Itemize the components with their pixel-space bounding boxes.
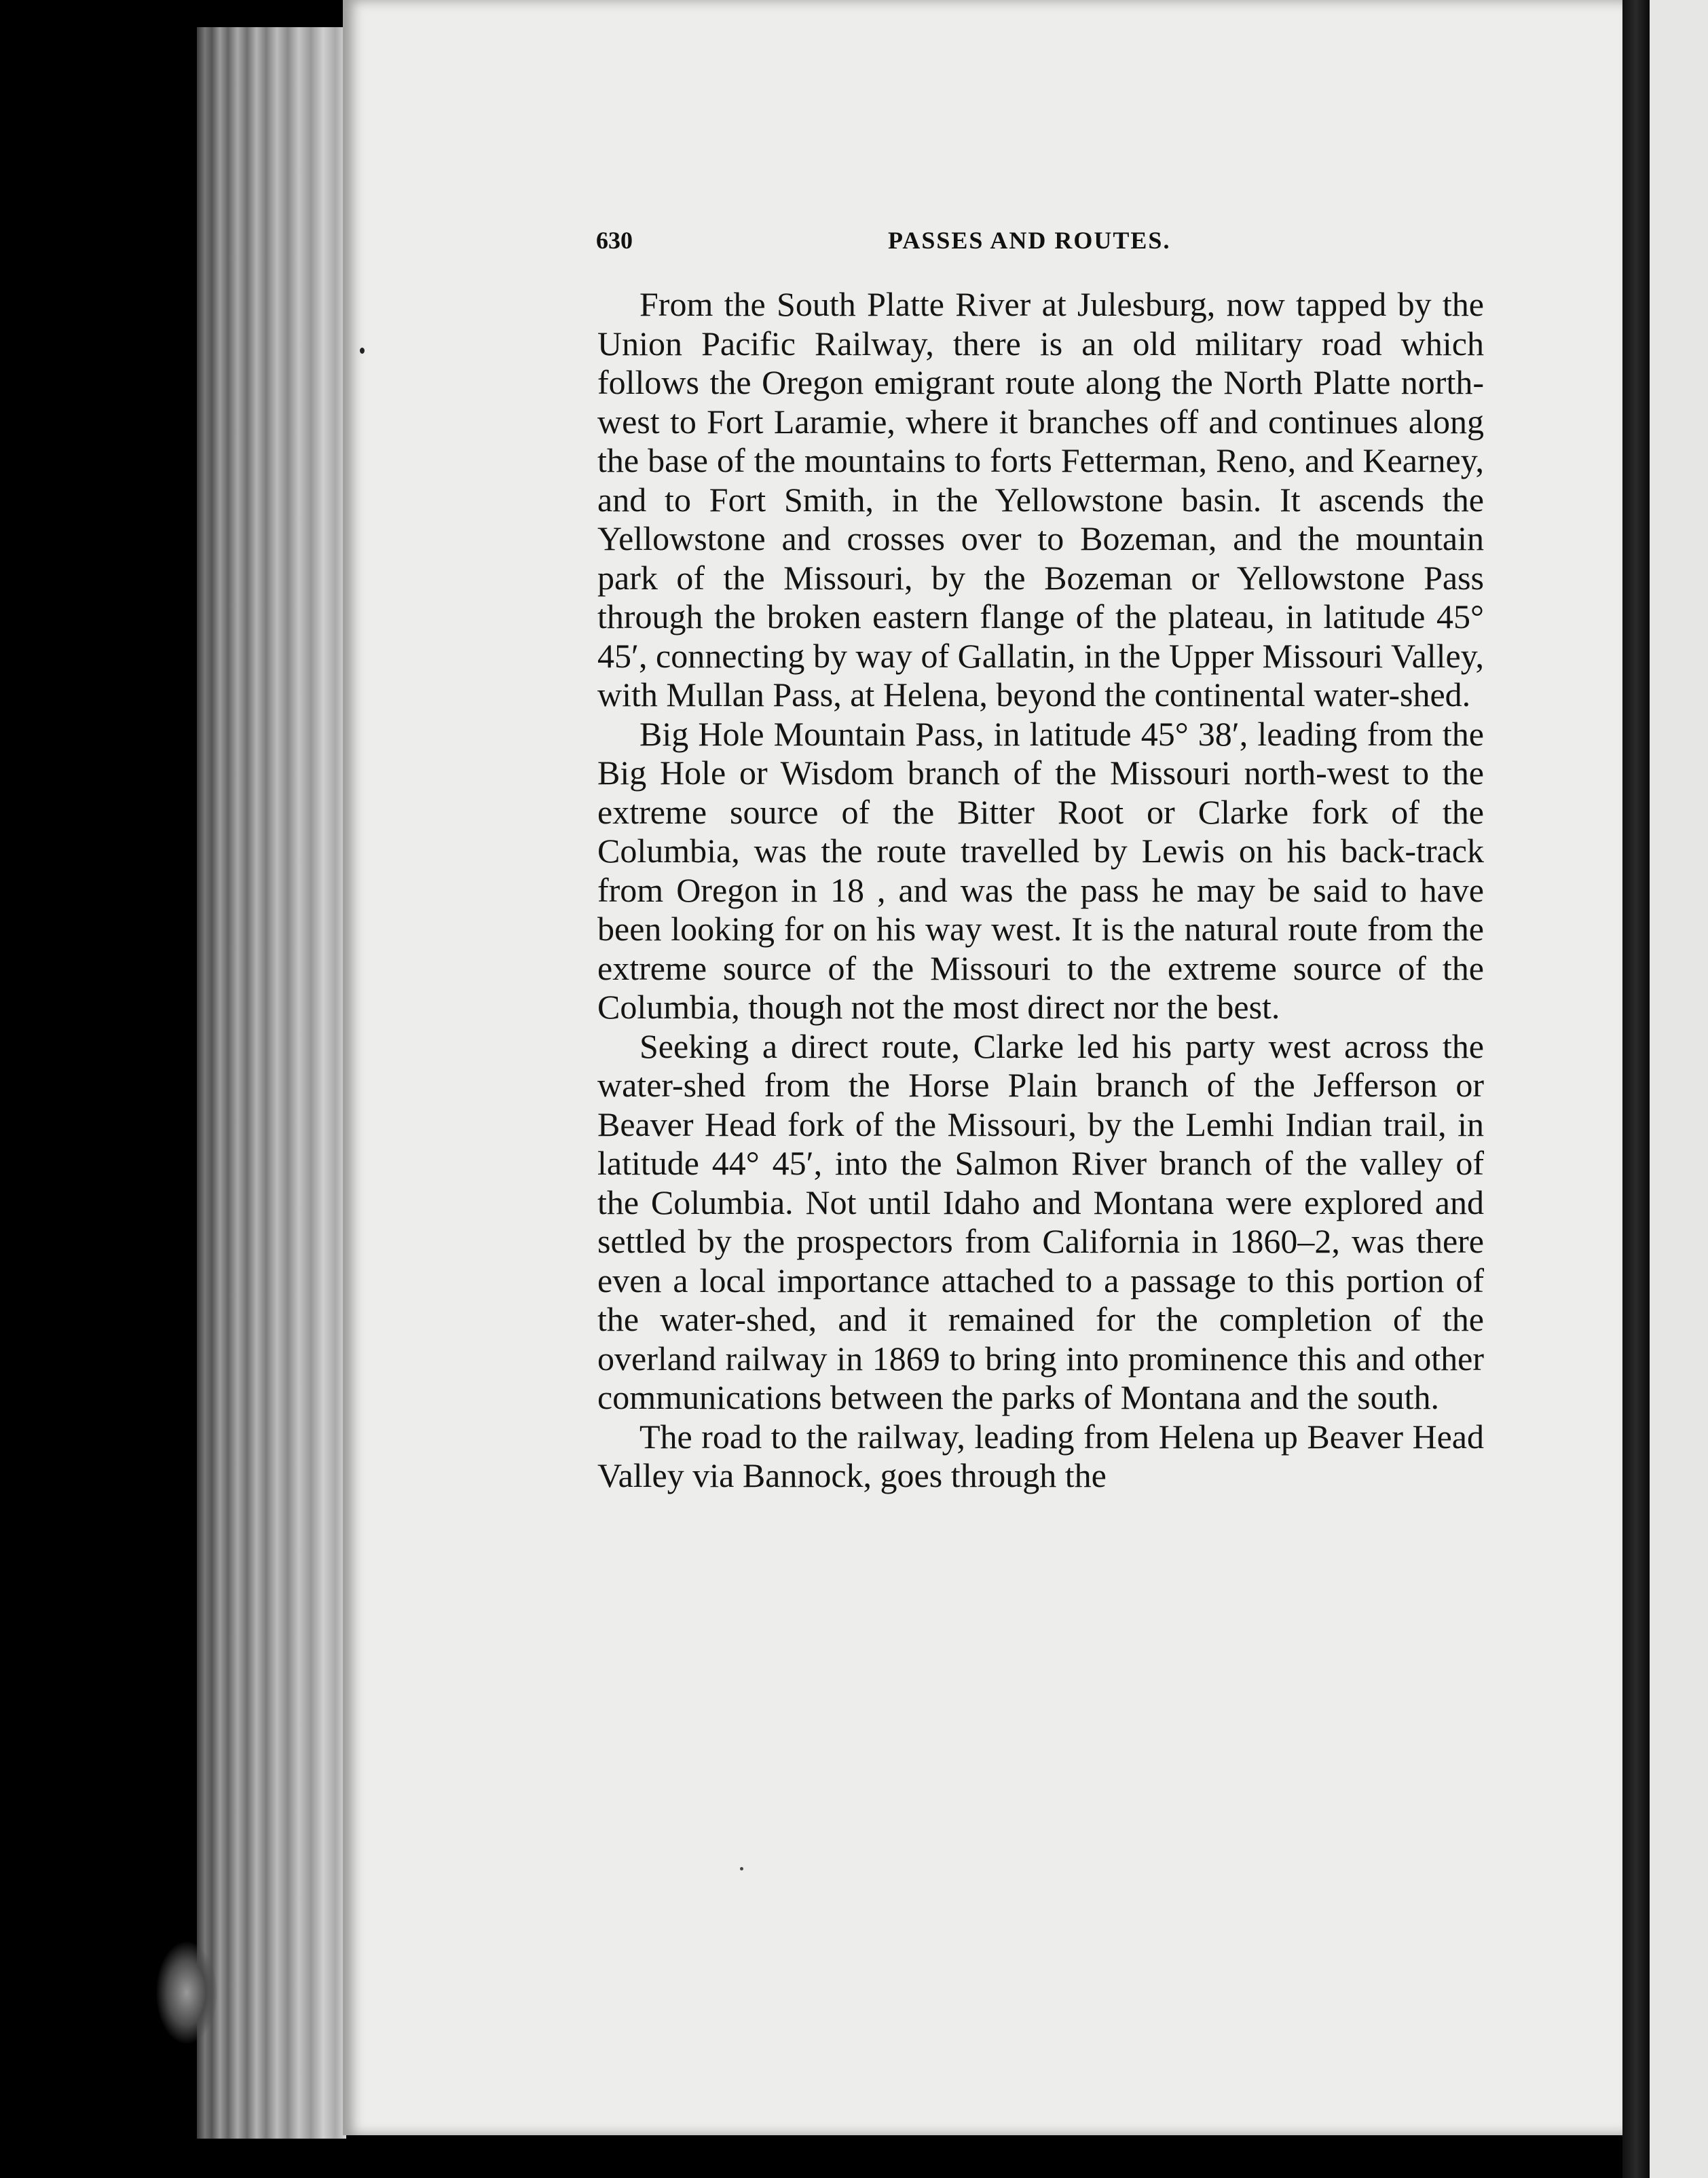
running-title: PASSES AND ROUTES.	[888, 227, 1171, 254]
paragraph: Seeking a direct route, Clarke led his party west across the water-shed from the Horse Plain branch of the Jefferson or Beaver Head fork of the Missouri, by the Lemhi Indian trail, in latitude 44° 45′, into the Salmon River branch of the valley of the Columbia. Not until Idaho and Montana were explored and settled by the prospectors from California in 1860–2, was there even a local importance attached to a passage to this portion of the water-shed, and it remained for the completion of the overland railway in 1869 to bring into prominence this and other communications between the parks of Montana and the south.	[597, 1027, 1484, 1416]
scan-smudge	[156, 1942, 217, 2044]
facing-page-edge	[1650, 0, 1708, 2178]
scan-background	[0, 0, 204, 2178]
gutter-shadow	[1622, 0, 1650, 2178]
book-page-edges	[197, 27, 346, 2139]
paragraph: From the South Platte River at Julesburg, now tapped by the Union Pacific Railway, there is an old military road which follows the Oregon emigrant route along the North Platte north-west to Fort Laramie, where it branches off and continues along the base of the mountains to forts Fetterman, Reno, and Kearney, and to Fort Smith, in the Yellowstone basin. It ascends the Yellowstone and crosses over to Bozeman, and the mountain park of the Missouri, by the Bozeman or Yellowstone Pass through the broken eastern flange of the plateau, in latitude 45° 45′, connecting by way of Gallatin, in the Upper Missouri Valley, with Mullan Pass, at Helena, beyond the continental water-shed.	[597, 285, 1484, 714]
ink-speck	[740, 1867, 743, 1870]
running-head	[596, 226, 1492, 260]
paragraph: The road to the railway, leading from Helena up Beaver Head Valley via Bannock, goes through the	[597, 1417, 1484, 1494]
ink-speck	[360, 348, 365, 354]
body-text	[597, 285, 1484, 1496]
page-number: 630	[596, 227, 633, 254]
paragraph: Big Hole Mountain Pass, in latitude 45° 38′, leading from the Big Hole or Wisdom branch of the Missouri north-west to the extreme source of the Bitter Root or Clarke fork of the Columbia, was the route travelled by Lewis on his back-track from Oregon in 18 , and was the pass he may be said to have been looking for on his way west. It is the natural route from the extreme source of the Missouri to the extreme source of the Columbia, though not the most direct nor the best.	[597, 714, 1484, 1026]
